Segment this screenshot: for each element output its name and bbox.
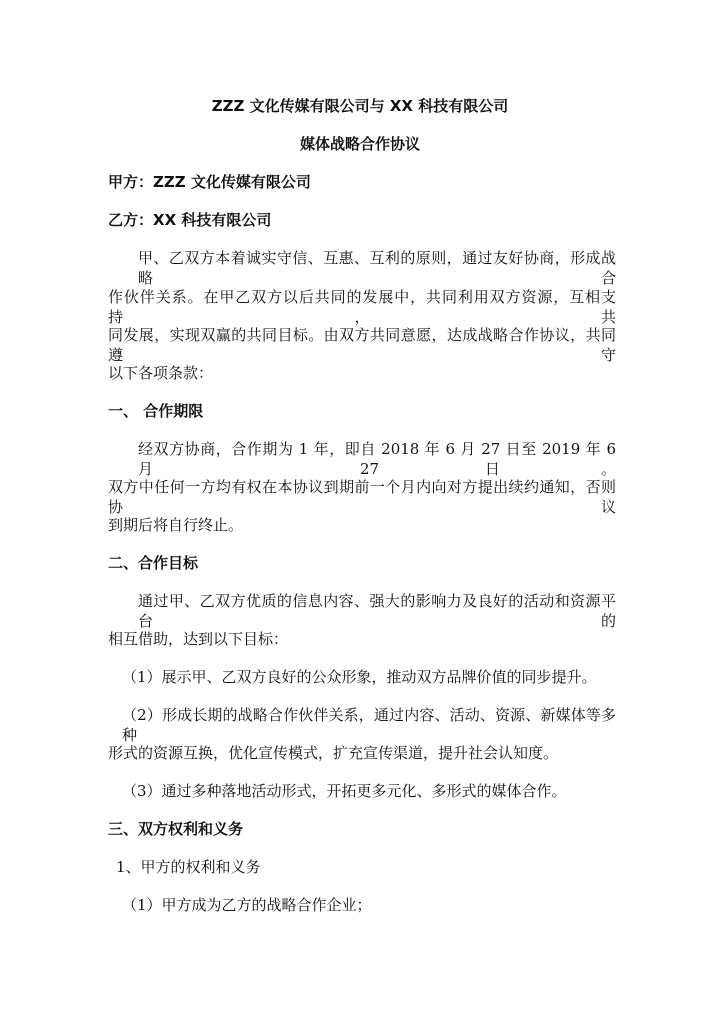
section-1-line-1: 经双方协商，合作期为 1 年，即自 2018 年 6 月 27 日至 2019 年 6 月 27 日。 [138, 440, 616, 478]
intro-line-4: 以下各项条款： [108, 364, 214, 382]
section-3-sub-1: 1、甲方的权利和义务 [116, 858, 261, 876]
section-3-heading: 三、双方权利和义务 [108, 820, 244, 838]
party-b: 乙方：XX 科技有限公司 [108, 211, 272, 229]
section-2-item-1: （1）展示甲、乙双方良好的公众形象，推动双方品牌价值的同步提升。 [122, 668, 597, 686]
section-2-line-1: 通过甲、乙双方优质的信息内容、强大的影响力及良好的活动和资源平台的 [138, 592, 616, 630]
title-line-1: ZZZ 文化传媒有限公司与 XX 科技有限公司 [211, 97, 509, 115]
section-2-heading: 二、合作目标 [108, 554, 199, 572]
party-a: 甲方：ZZZ 文化传媒有限公司 [108, 173, 311, 191]
section-2-item-3: （3）通过多种落地活动形式，开拓更多元化、多形式的媒体合作。 [122, 782, 567, 800]
section-2-item-2-line-1: （2）形成长期的战略合作伙伴关系，通过内容、活动、资源、新媒体等多种 [122, 706, 616, 744]
section-1-heading: 一、 合作期限 [108, 402, 204, 420]
section-1-line-3: 到期后将自行终止。 [108, 516, 244, 534]
section-2-item-2-line-2: 形式的资源互换，优化宣传模式，扩充宣传渠道，提升社会认知度。 [108, 744, 559, 762]
section-3-sub-1-item-1: （1）甲方成为乙方的战略合作企业； [122, 896, 372, 914]
section-1-line-2: 双方中任何一方均有权在本协议到期前一个月内向对方提出续约通知，否则协议 [108, 478, 616, 516]
intro-line-1: 甲、乙双方本着诚实守信、互惠、互利的原则，通过友好协商，形成战略合 [138, 249, 616, 287]
intro-line-3: 同发展，实现双赢的共同目标。由双方共同意愿，达成战略合作协议，共同遵守 [108, 326, 616, 364]
section-2-line-2: 相互借助，达到以下目标： [108, 630, 289, 648]
intro-line-2: 作伙伴关系。在甲乙双方以后共同的发展中，共同利用双方资源，互相支持，共 [108, 288, 616, 326]
title-line-2: 媒体战略合作协议 [299, 135, 420, 153]
